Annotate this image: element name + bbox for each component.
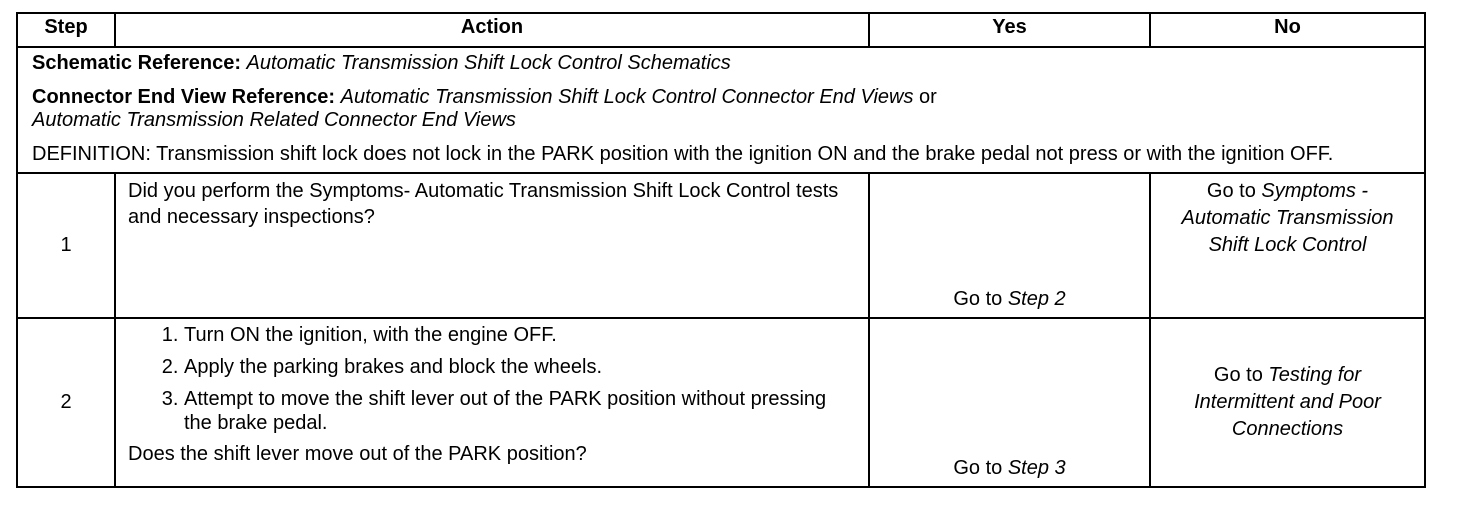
action-question: Did you perform the Symptoms- Automatic Transmission Shift Lock Control tests and necessary inspections?: [128, 180, 839, 228]
yes-link[interactable]: Step 3: [1007, 457, 1066, 479]
action-question: Does the shift lever move out of the PARK position?: [128, 443, 587, 465]
substep-item: 2. Apply the parking brakes and block the wheels.: [184, 355, 854, 379]
connector-reference: [32, 86, 1410, 132]
substep-list: [128, 323, 854, 435]
action-cell: [115, 318, 869, 487]
definition-text: DEFINITION: Transmission shift lock does not lock in the PARK position with the ignition ON and the brake pedal not press or with the ignition OFF.: [32, 143, 1334, 165]
substep-item: 3. Attempt to move the shift lever out of the PARK position without pressing the brake pedal.: [184, 387, 854, 435]
header-action: Action: [115, 13, 869, 47]
table-row: [17, 173, 1425, 318]
header-row: [17, 13, 1425, 47]
header-no: No: [1150, 13, 1425, 47]
diagnostic-table: [16, 12, 1426, 488]
schematic-reference-label: Schematic Reference:: [32, 52, 241, 74]
no-cell: [1150, 318, 1425, 487]
step-number: 1: [17, 173, 115, 318]
connector-reference-label: Connector End View Reference:: [32, 86, 336, 108]
no-prefix: Go to: [1213, 364, 1263, 386]
no-prefix: Go to: [1206, 180, 1256, 202]
schematic-reference-link[interactable]: Automatic Transmission Shift Lock Control Schematics: [246, 52, 731, 74]
substep-item: 1. Turn ON the ignition, with the engine OFF.: [184, 323, 854, 347]
no-link[interactable]: Testing for Intermittent and Poor Connections: [1194, 364, 1381, 440]
connector-reference-link-1[interactable]: Automatic Transmission Shift Lock Control Connector End Views: [340, 86, 914, 108]
reference-row: [17, 47, 1425, 173]
header-step: Step: [17, 13, 115, 47]
header-yes: Yes: [869, 13, 1150, 47]
yes-prefix: Go to: [953, 288, 1003, 310]
reference-cell: [17, 47, 1425, 173]
connector-reference-or: or: [919, 86, 937, 108]
yes-link[interactable]: Step 2: [1007, 288, 1066, 310]
no-link[interactable]: Symptoms - Automatic Transmission Shift Lock Control: [1181, 180, 1394, 256]
schematic-reference: [32, 52, 1410, 75]
yes-cell: [869, 318, 1150, 487]
connector-reference-link-2[interactable]: Automatic Transmission Related Connector End Views: [32, 109, 516, 131]
yes-prefix: Go to: [953, 457, 1003, 479]
action-cell: [115, 173, 869, 318]
step-number: 2: [17, 318, 115, 487]
yes-cell: [869, 173, 1150, 318]
table-row: [17, 318, 1425, 487]
no-cell: [1150, 173, 1425, 318]
